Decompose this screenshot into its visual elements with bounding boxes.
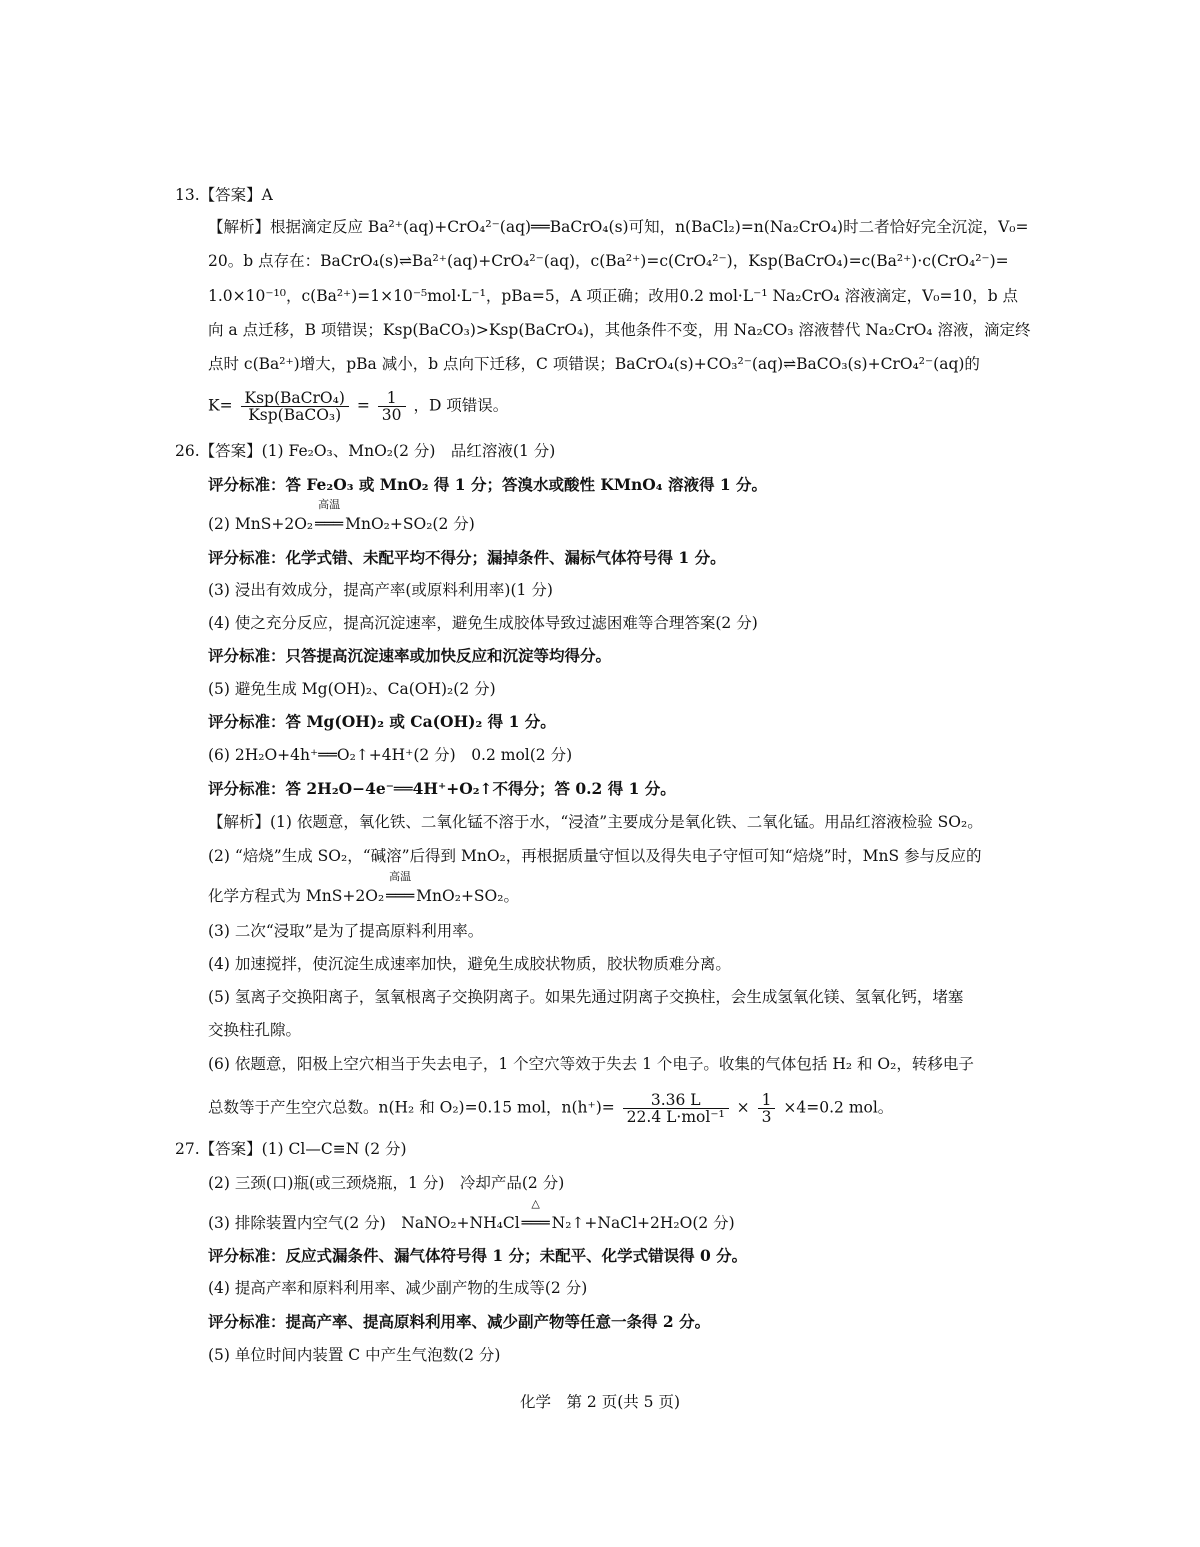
k-fraction <box>241 390 349 423</box>
q27-answer-3 <box>208 1197 735 1235</box>
reaction-arrow <box>384 870 416 908</box>
q26-standard-6: 评分标准：答 2H₂O−4e⁻══4H⁺+O₂↑不得分；答 0.2 得 1 分。 <box>208 779 676 798</box>
answer-2-reactants: (2) MnS+2O₂ <box>208 515 314 533</box>
q26-answer-2 <box>208 498 475 536</box>
q13-analysis-line-1: 【解析】根据滴定反应 Ba²⁺(aq)+CrO₄²⁻(aq)══BaCrO₄(s)可知，n(BaCl₂)=n(Na₂CrO₄)时二者恰好完全沉淀，V₀= <box>208 218 1029 236</box>
answer-2-products: MnO₂+SO₂(2 分) <box>345 515 475 533</box>
q26-heading: 26.【答案】(1) Fe₂O₃、MnO₂(2 分) 品红溶液(1 分) <box>175 442 556 460</box>
reaction-condition: 高温 <box>389 870 412 883</box>
mole-fraction <box>623 1092 729 1125</box>
equation-lead: 化学方程式为 MnS+2O₂ <box>208 887 385 905</box>
q13-analysis-line-3: 1.0×10⁻¹⁰，c(Ba²⁺)=1×10⁻⁵mol·L⁻¹，pBa=5，A 项正确；改用0.2 mol·L⁻¹ Na₂CrO₄ 溶液滴定，V₀=10，b 点 <box>208 287 1019 305</box>
q26-answer-6: (6) 2H₂O+4h⁺══O₂↑+4H⁺(2 分) 0.2 mol(2 分) <box>208 746 573 764</box>
q26-explanation-4: (4) 加速搅拌，使沉淀生成速率加快，避免生成胶状物质，胶状物质难分离。 <box>208 955 731 973</box>
q26-explanation-3: (3) 二次“浸取”是为了提高原料利用率。 <box>208 922 484 940</box>
calc-result: ×4=0.2 mol。 <box>783 1098 894 1117</box>
q27-standard-4: 评分标准：提高产率、提高原料利用率、减少副产物等任意一条得 2 分。 <box>208 1312 711 1331</box>
mole-denominator: 22.4 L·mol⁻¹ <box>626 1108 725 1126</box>
q26-answer-3: (3) 浸出有效成分，提高产率(或原料利用率)(1 分) <box>208 581 553 599</box>
third-fraction <box>758 1092 776 1125</box>
times-sign: × <box>736 1098 750 1117</box>
q13-analysis-line-2: 20。b 点存在：BaCrO₄(s)⇌Ba²⁺(aq)+CrO₄²⁻(aq)，c(Ba²⁺)=c(CrO₄²⁻)，Ksp(BaCrO₄)=c(Ba²⁺)·c(CrO₄²⁻)= <box>208 252 1009 270</box>
k-value-denominator: 30 <box>381 406 402 424</box>
k-denominator: Ksp(BaCO₃) <box>248 406 342 424</box>
third-numerator: 1 <box>758 1092 776 1109</box>
reaction-condition: 高温 <box>318 498 341 511</box>
k-suffix: ，D 项错误。 <box>413 396 509 415</box>
q26-standard-5: 评分标准：答 Mg(OH)₂ 或 Ca(OH)₂ 得 1 分。 <box>208 712 556 731</box>
q26-explanation-2: (2) “焙烧”生成 SO₂，“碱溶”后得到 MnO₂，再根据质量守恒以及得失电子守恒可知“焙烧”时，MnS 参与反应的 <box>208 847 982 865</box>
answer-3-lead: (3) 排除装置内空气(2 分) NaNO₂+NH₄Cl <box>208 1214 520 1232</box>
q26-answer-4: (4) 使之充分反应，提高沉淀速率，避免生成胶体导致过滤困难等合理答案(2 分) <box>208 614 758 632</box>
q26-standard-1: 评分标准：答 Fe₂O₃ 或 MnO₂ 得 1 分；答溴水或酸性 KMnO₄ 溶液得 1 分。 <box>208 475 768 494</box>
q27-heading: 27.【答案】(1) Cl—C≡N (2 分) <box>175 1140 407 1158</box>
arrow-sign: ═══ <box>315 515 344 533</box>
third-denominator: 3 <box>761 1108 772 1126</box>
calc-lead: 总数等于产生空穴总数。n(H₂ 和 O₂)=0.15 mol，n(h⁺)= <box>208 1098 615 1117</box>
answer-3-products: N₂↑+NaCl+2H₂O(2 分) <box>551 1214 735 1232</box>
mole-numerator: 3.36 L <box>623 1092 729 1109</box>
page-footer: 化学 第 2 页(共 5 页) <box>519 1393 681 1411</box>
k-numerator: Ksp(BaCrO₄) <box>241 390 349 407</box>
k-value-numerator: 1 <box>378 390 406 407</box>
q26-explanation-2-equation <box>208 870 519 908</box>
q27-answer-5: (5) 单位时间内装置 C 中产生气泡数(2 分) <box>208 1346 501 1364</box>
reaction-arrow <box>313 498 345 536</box>
q26-explanation-1: 【解析】(1) 依题意，氧化铁、二氧化锰不溶于水，“浸渣”主要成分是氧化铁、二氧化锰。用品红溶液检验 SO₂。 <box>208 813 983 831</box>
q27-answer-2: (2) 三颈(口)瓶(或三颈烧瓶，1 分) 冷却产品(2 分) <box>208 1174 565 1192</box>
heat-condition: △ <box>531 1197 540 1210</box>
q13-analysis-line-4: 向 a 点迁移，B 项错误；Ksp(BaCO₃)>Ksp(BaCrO₄)，其他条件不变，用 Na₂CO₃ 溶液替代 Na₂CrO₄ 溶液，滴定终 <box>208 321 1031 339</box>
equation-products: MnO₂+SO₂。 <box>416 887 519 905</box>
reaction-arrow <box>520 1197 552 1235</box>
q26-explanation-5a: (5) 氢离子交换阳离子，氢氧根离子交换阴离子。如果先通过阴离子交换柱，会生成氢氧化镁、氢氧化钙，堵塞 <box>208 988 964 1006</box>
q27-standard-3: 评分标准：反应式漏条件、漏气体符号得 1 分；未配平、化学式错误得 0 分。 <box>208 1246 748 1265</box>
q26-standard-2: 评分标准：化学式错、未配平均不得分；漏掉条件、漏标气体符号得 1 分。 <box>208 548 726 567</box>
q13-k-equation <box>208 390 508 423</box>
q13-analysis-line-5: 点时 c(Ba²⁺)增大，pBa 减小，b 点向下迁移，C 项错误；BaCrO₄(s)+CO₃²⁻(aq)⇌BaCO₃(s)+CrO₄²⁻(aq)的 <box>208 355 980 373</box>
arrow-sign: ═══ <box>386 887 415 905</box>
q13-heading: 13.【答案】A <box>175 186 273 204</box>
arrow-sign: ═══ <box>521 1214 550 1232</box>
q26-answer-5: (5) 避免生成 Mg(OH)₂、Ca(OH)₂(2 分) <box>208 680 496 698</box>
q26-explanation-6b <box>208 1092 893 1125</box>
q26-standard-4: 评分标准：只答提高沉淀速率或加快反应和沉淀等均得分。 <box>208 646 612 665</box>
q26-explanation-5b: 交换柱孔隙。 <box>208 1021 302 1039</box>
q27-answer-4: (4) 提高产率和原料利用率、减少副产物的生成等(2 分) <box>208 1279 588 1297</box>
q26-explanation-6a: (6) 依题意，阳极上空穴相当于失去电子，1 个空穴等效于失去 1 个电子。收集的气体包括 H₂ 和 O₂，转移电子 <box>208 1055 974 1073</box>
k-equals: = <box>356 396 370 415</box>
k-prefix: K= <box>208 396 233 415</box>
k-value-fraction <box>378 390 406 423</box>
